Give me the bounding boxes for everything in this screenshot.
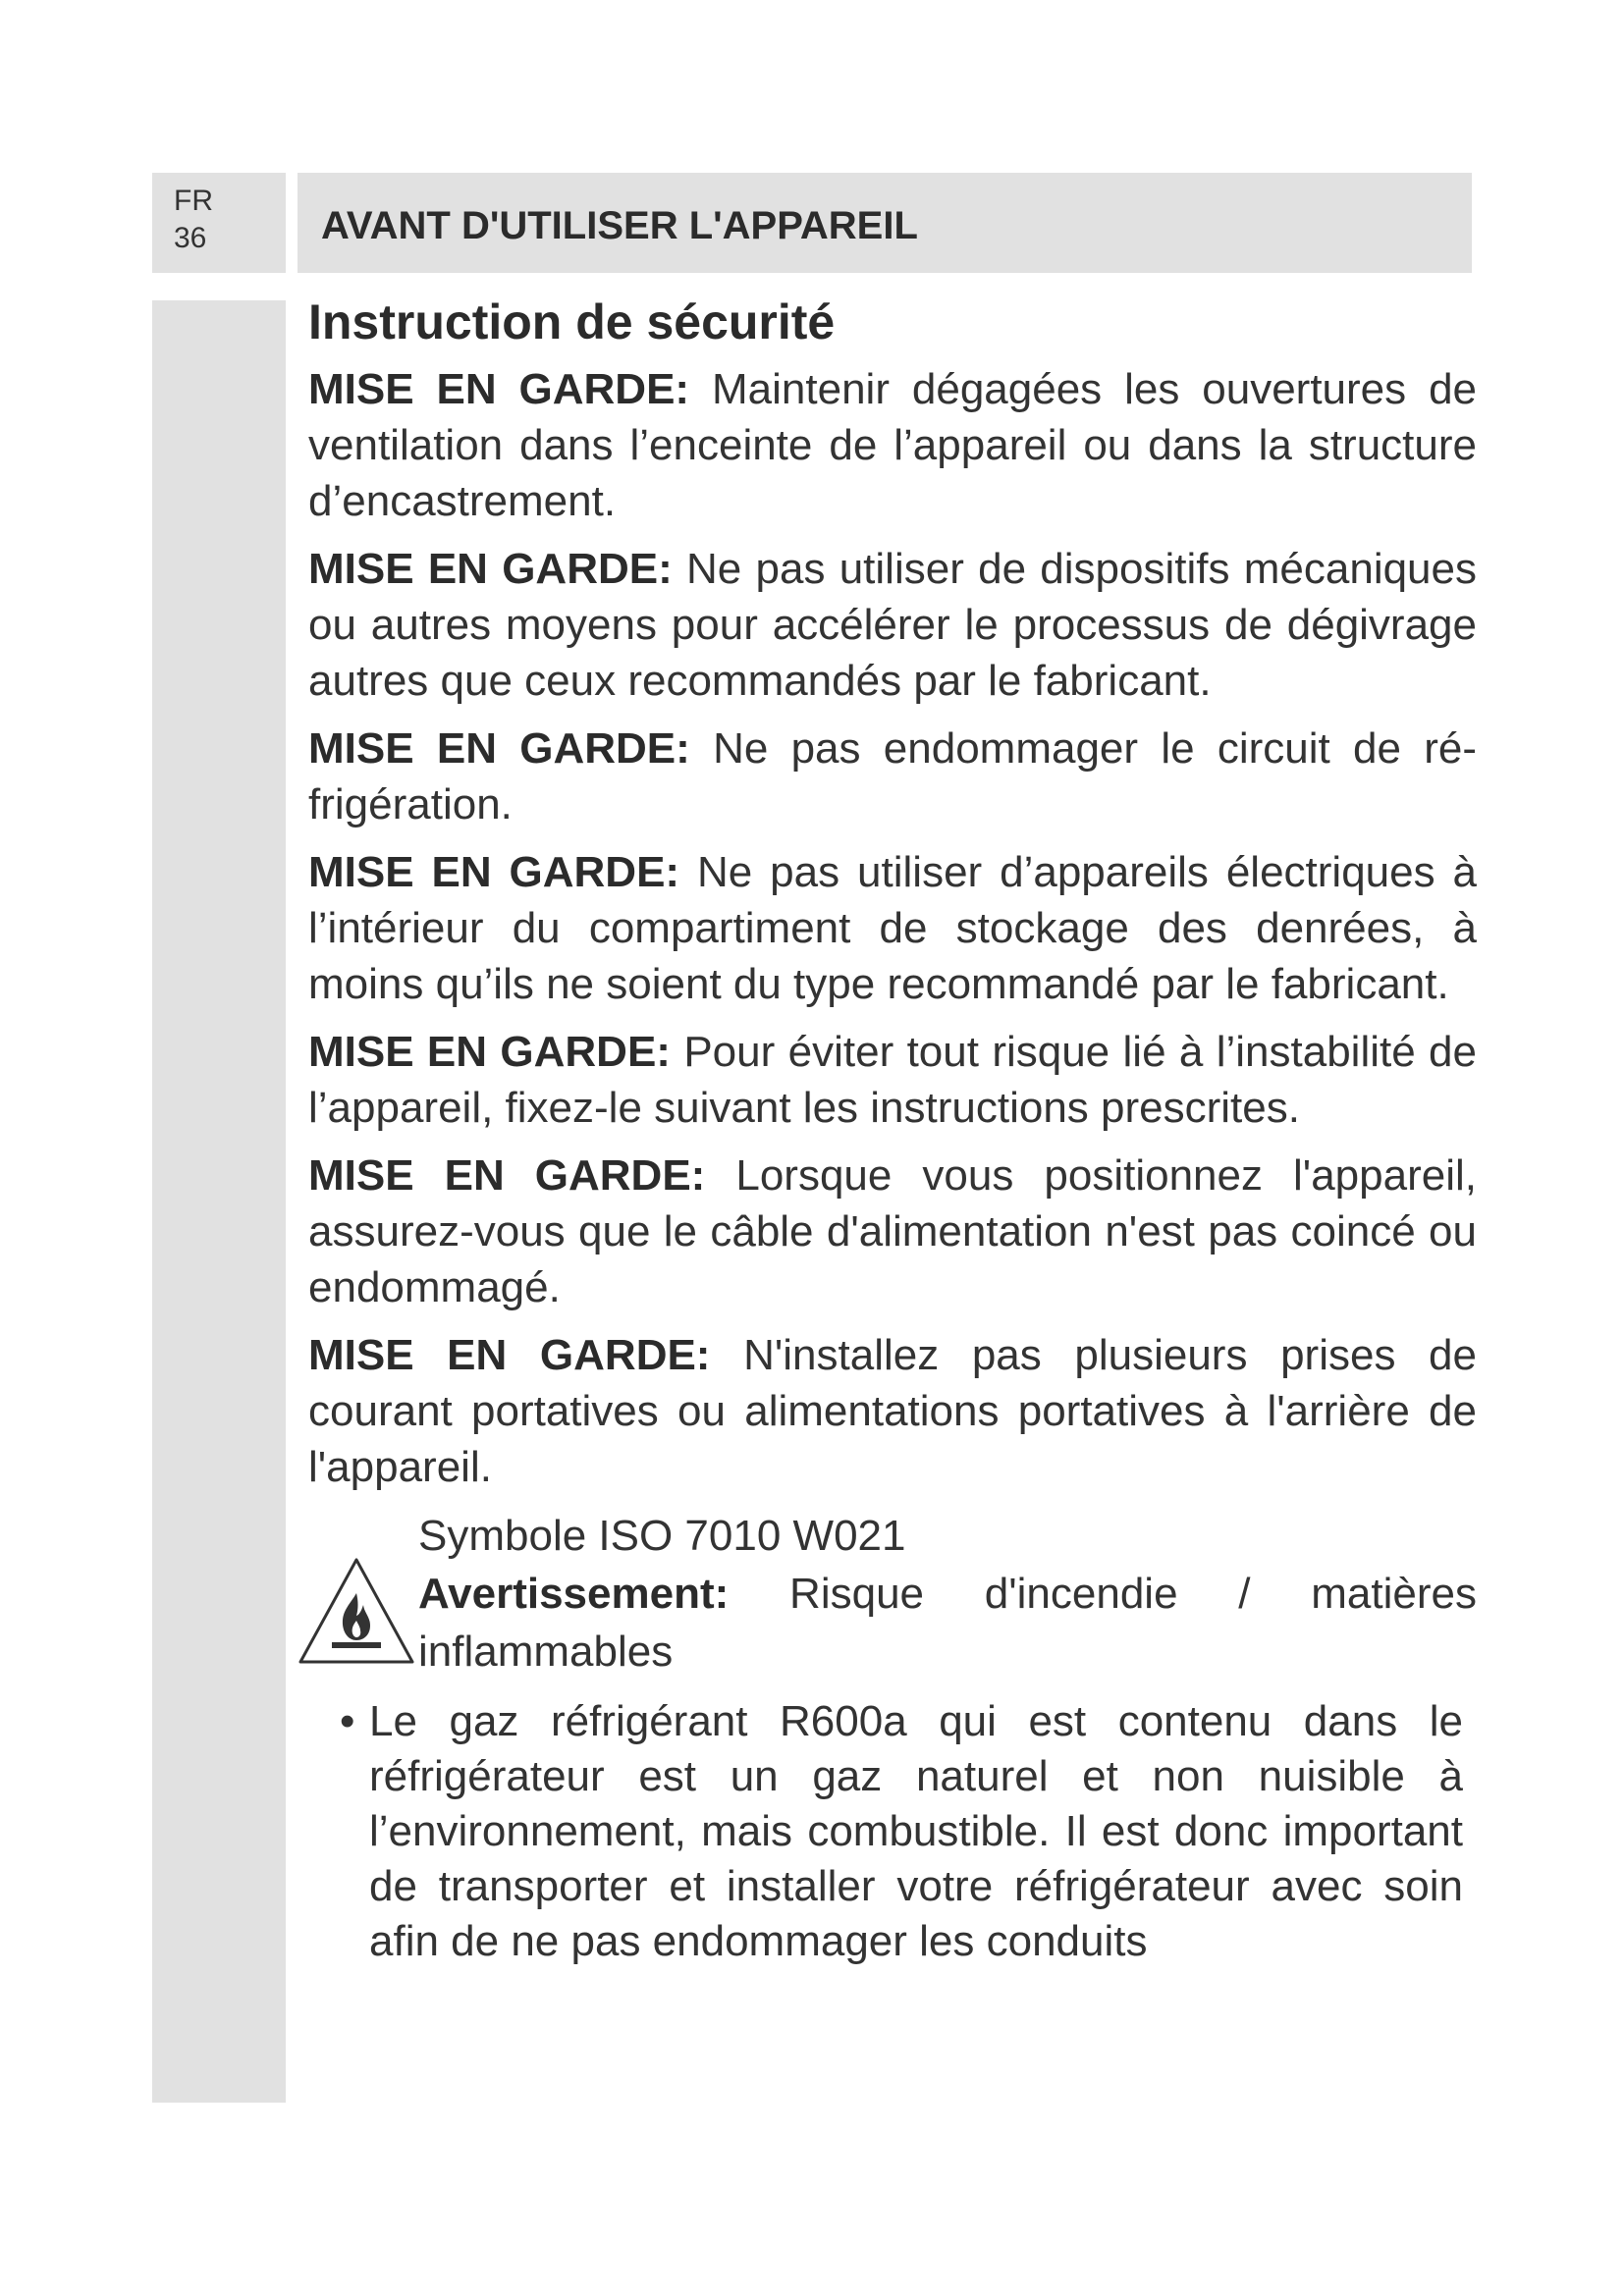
warning-paragraph	[308, 1148, 1477, 1315]
bullet-icon: •	[340, 1697, 355, 1745]
warning-paragraph	[308, 844, 1477, 1012]
warning-label: MISE EN GARDE:	[308, 848, 680, 896]
warning-text: Pour éviter tout risque lié à l’instabilité de l’appareil, fixez-le suivant les instructions prescrites.	[308, 1028, 1477, 1132]
warning-label: MISE EN GARDE:	[308, 724, 690, 773]
warning-label: MISE EN GARDE:	[308, 1151, 706, 1200]
warning-paragraph	[308, 361, 1477, 529]
warning-label: MISE EN GARDE:	[308, 545, 673, 593]
symbol-text	[418, 1507, 1477, 1681]
symbol-warning-text: Risque d'incendie / matières inflammables	[418, 1570, 1477, 1676]
warning-paragraph	[308, 1327, 1477, 1495]
warning-text: Ne pas utiliser de dispositifs mécaniques ou autres moyens pour accélérer le processus de dégivrage autres que ceux recommandés par le fabricant.	[308, 545, 1478, 705]
symbol-warning-label: Avertissement:	[418, 1570, 730, 1618]
warning-paragraph	[308, 721, 1477, 832]
header-title: AVANT D'UTILISER L'APPAREIL	[321, 204, 918, 247]
list-item-text: Le gaz réfrigérant R600a qui est contenu dans le réfrigérateur est un gaz naturel et non nuisible à l’environnement, mais combustible. Il est donc important de transporter et installer votre réfrigérateur avec soin afin de ne pas endommager les conduits	[369, 1697, 1463, 1965]
iso-symbol-block	[308, 1507, 1477, 1681]
warning-text: Maintenir dégagées les ouvertures de ventilation dans l’enceinte de l’appareil ou dans la structure d’encastrement.	[308, 365, 1478, 525]
page-number: 36	[174, 222, 207, 254]
page-marker	[152, 173, 286, 273]
side-bar	[152, 300, 286, 2103]
symbol-code: Symbole ISO 7010 W021	[418, 1512, 906, 1560]
list-item	[340, 1694, 1477, 1969]
warning-text: Ne pas endommager le circuit de réfrigération.	[308, 724, 1477, 828]
section-title: Instruction de sécurité	[308, 294, 836, 349]
header-bar	[298, 173, 1472, 273]
content	[308, 289, 1477, 1969]
warning-label: MISE EN GARDE:	[308, 1331, 711, 1379]
warning-paragraph	[308, 541, 1477, 709]
warning-text: Lorsque vous positionnez l'appareil, assurez-vous que le câble d'alimentation n'est pas coincé ou endommagé.	[308, 1151, 1477, 1311]
flammable-warning-icon	[297, 1556, 416, 1666]
warning-text: Ne pas utiliser d’appareils électriques à l’intérieur du compartiment de stockage des denrées, à moins qu’ils ne soient du type recommandé par le fabricant.	[308, 848, 1477, 1008]
warning-paragraph	[308, 1024, 1477, 1136]
warning-label: MISE EN GARDE:	[308, 365, 690, 413]
symbol-warning	[418, 1565, 1477, 1681]
warning-text: N'installez pas plusieurs prises de courant portatives ou alimentations portatives à l'arrière de l'appareil.	[308, 1331, 1477, 1491]
language-code: FR	[174, 185, 213, 217]
warning-label: MISE EN GARDE:	[308, 1028, 671, 1076]
